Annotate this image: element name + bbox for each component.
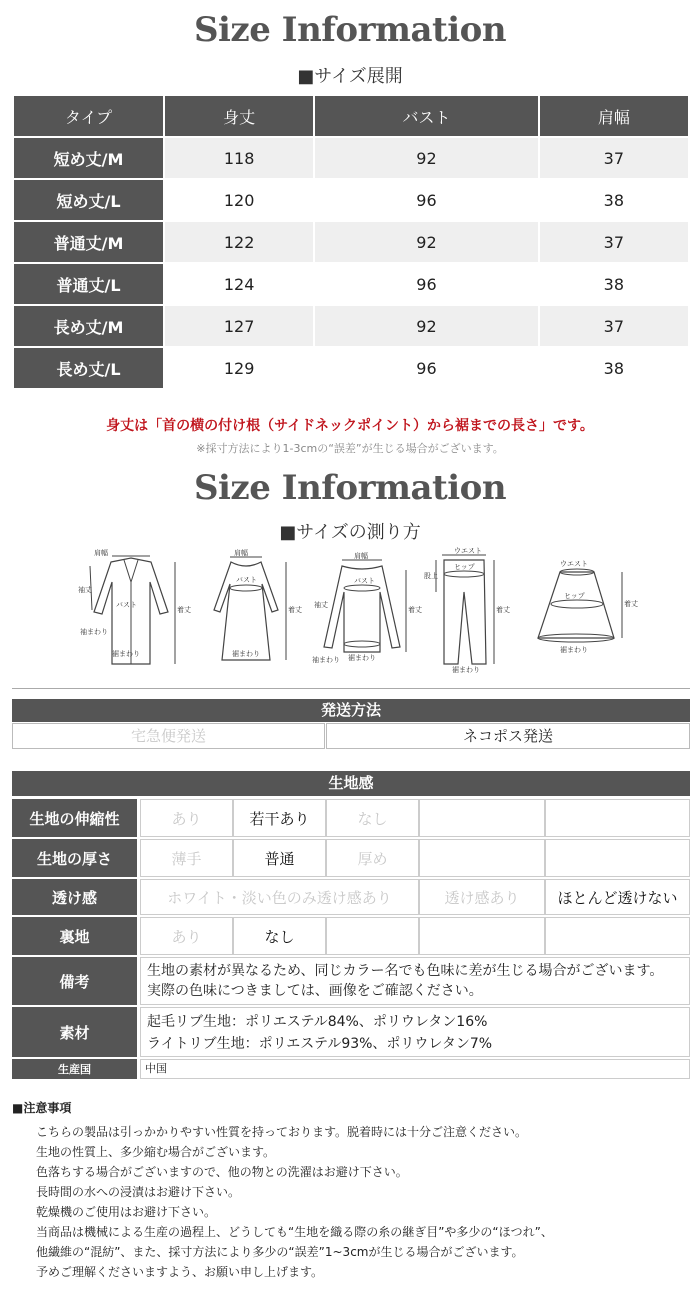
size-table-row [14, 138, 688, 178]
size-value-cell: 96 [315, 180, 537, 220]
size-value-cell: 92 [315, 222, 537, 262]
thickness-option-normal: 普通 [233, 839, 326, 877]
stretch-option-no: なし [326, 799, 419, 837]
waist-label: ウエスト [454, 547, 482, 555]
size-value-cell: 118 [165, 138, 313, 178]
care-note-line: 生地の性質上、多少縮む場合がございます。 [36, 1145, 276, 1159]
fabric-origin-label: 生産国 [12, 1059, 137, 1079]
fabric-row-material [12, 1007, 690, 1057]
section-title-size: Size Information [193, 10, 507, 50]
size-value-cell: 92 [315, 138, 537, 178]
size-value-cell: 124 [165, 264, 313, 304]
size-type-cell: 普通丈/M [14, 222, 163, 262]
sleeve-label: 袖丈 [78, 586, 92, 594]
care-note-line: 予めご理解くださいますよう、お願い申し上げます。 [36, 1265, 324, 1279]
fabric-header: 生地感 [12, 771, 690, 796]
fabric-stretch-label: 生地の伸縮性 [12, 799, 137, 837]
size-table-row [14, 306, 688, 346]
fabric-row-thickness [12, 839, 690, 877]
care-note-line: 当商品は機械による生産の過程上、どうしても“生地を織る際の糸の継ぎ目”や多少の“ほつれ”、 [36, 1225, 553, 1239]
sweater-diagram [312, 552, 422, 676]
fabric-row-sheer [12, 879, 690, 915]
size-table-row [14, 348, 688, 388]
sheer-option-light-colors: ホワイト・淡い色のみ透け感あり [140, 879, 419, 915]
bust-label: バスト [236, 576, 257, 584]
lining-option-no: なし [233, 917, 326, 955]
size-type-cell: 短め丈/M [14, 138, 163, 178]
hip-label: ヒップ [454, 563, 475, 571]
care-notes [12, 1099, 692, 1282]
material-line: ライトリブ生地：ポリエステル93%、ポリウレタン7% [147, 1036, 493, 1052]
measurement-error-note: ※採寸方法により1-3cmの“誤差”が生じる場合がございます。 [196, 442, 504, 455]
hem-label: 裾まわり [452, 666, 480, 674]
care-note-line: 乾燥機のご使用はお避け下さい。 [36, 1205, 217, 1219]
section-subtitle-how-to-measure: ■サイズの測り方 [279, 522, 421, 543]
length-label: 着丈 [624, 600, 638, 608]
size-value-cell: 38 [540, 348, 688, 388]
size-table-row [14, 264, 688, 304]
dress-diagram [196, 549, 302, 676]
fabric-sheer-label: 透け感 [12, 879, 137, 915]
empty-cell [419, 917, 545, 955]
thickness-option-thick: 厚め [326, 839, 419, 877]
size-value-cell: 120 [165, 180, 313, 220]
remarks-line: 生地の素材が異なるため、同じカラー名でも色味に差が生じる場合がございます。 [147, 963, 664, 979]
fabric-material-label: 素材 [12, 1007, 137, 1057]
length-label: 着丈 [177, 606, 191, 614]
length-label: 着丈 [408, 606, 422, 614]
length-label: 着丈 [496, 606, 510, 614]
shipping-options [12, 723, 690, 749]
hip-label: ヒップ [564, 592, 585, 600]
fabric-thickness-label: 生地の厚さ [12, 839, 137, 877]
shoulder-label: 肩幅 [354, 552, 368, 560]
size-table-row [14, 222, 688, 262]
cuff-label: 袖まわり [80, 628, 108, 636]
hem-label: 裾まわり [560, 646, 588, 654]
fabric-remarks-label: 備考 [12, 957, 137, 1005]
remarks-line: 実際の色味につきましては、画像をご確認ください。 [147, 983, 483, 999]
size-value-cell: 122 [165, 222, 313, 262]
stretch-option-yes: あり [140, 799, 233, 837]
size-value-cell: 37 [540, 138, 688, 178]
section-subtitle-size-chart: ■サイズ展開 [297, 66, 403, 87]
size-value-cell: 96 [315, 348, 537, 388]
column-header-length: 身丈 [165, 96, 313, 136]
size-type-cell: 長め丈/M [14, 306, 163, 346]
shipping-option-takkyubin: 宅急便発送 [12, 723, 325, 749]
bust-label: バスト [354, 577, 375, 585]
divider [12, 688, 690, 689]
size-value-cell: 37 [540, 222, 688, 262]
fabric-row-stretch [12, 799, 690, 837]
fabric-row-remarks [12, 957, 690, 1005]
skirt-diagram [524, 552, 636, 666]
size-type-cell: 普通丈/L [14, 264, 163, 304]
shoulder-label: 肩幅 [234, 549, 248, 557]
size-value-cell: 92 [315, 306, 537, 346]
size-table-row [14, 180, 688, 220]
stretch-option-slight: 若干あり [233, 799, 326, 837]
size-table-header-row [14, 96, 688, 136]
shipping-header: 発送方法 [12, 699, 690, 722]
pants-diagram [424, 547, 524, 680]
size-value-cell: 127 [165, 306, 313, 346]
rise-label: 股上 [424, 572, 438, 580]
hem-label: 裾まわり [232, 650, 260, 658]
material-line: 起毛リブ生地：ポリエステル84%、ポリウレタン16% [147, 1014, 488, 1030]
fabric-remarks-text [140, 957, 690, 1005]
size-value-cell: 96 [315, 264, 537, 304]
size-value-cell: 38 [540, 264, 688, 304]
fabric-material-text [140, 1007, 690, 1057]
empty-cell [326, 917, 419, 955]
column-header-shoulder: 肩幅 [540, 96, 688, 136]
size-type-cell: 長め丈/L [14, 348, 163, 388]
fabric-origin-value: 中国 [140, 1059, 690, 1079]
section-title-measure: Size Information [193, 468, 507, 508]
care-note-line: こちらの製品は引っかかりやすい性質を持っております。脱着時には十分ご注意ください。 [36, 1125, 528, 1139]
bust-label: バスト [116, 601, 137, 609]
empty-cell [419, 839, 545, 877]
measurement-diagrams [76, 547, 638, 674]
sheer-option-sheer: 透け感あり [419, 879, 545, 915]
fabric-lining-label: 裏地 [12, 917, 137, 955]
column-header-type: タイプ [14, 96, 163, 136]
hem-label: 裾まわり [112, 650, 140, 658]
length-label: 着丈 [288, 606, 302, 614]
care-notes-heading: ■注意事項 [12, 1101, 72, 1115]
empty-cell [545, 799, 690, 837]
empty-cell [419, 799, 545, 837]
sheer-option-almost-none: ほとんど透けない [545, 879, 690, 915]
empty-cell [545, 839, 690, 877]
waist-label: ウエスト [560, 560, 588, 568]
hem-label: 裾まわり [348, 654, 376, 662]
shoulder-label: 肩幅 [94, 549, 108, 557]
fabric-row-lining [12, 917, 690, 955]
care-note-line: 色落ちする場合がございますので、他の物との洗濯はお避け下さい。 [36, 1165, 408, 1179]
shipping-option-nekopos: ネコポス発送 [326, 723, 690, 749]
lining-option-yes: あり [140, 917, 233, 955]
size-type-cell: 短め丈/L [14, 180, 163, 220]
length-definition-note: 身丈は「首の横の付け根（サイドネックポイント）から裾までの長さ」です。 [106, 418, 594, 434]
cuff-label: 袖まわり [312, 656, 340, 664]
fabric-row-origin [12, 1059, 690, 1079]
care-note-line: 他繊維の“混紡”、また、採寸方法により多少の“誤差”1~3cmが生じる場合がございます。 [36, 1245, 524, 1259]
size-value-cell: 37 [540, 306, 688, 346]
sleeve-label: 袖丈 [314, 601, 328, 609]
thickness-option-thin: 薄手 [140, 839, 233, 877]
size-value-cell: 38 [540, 180, 688, 220]
care-note-line: 長時間の水への浸漬はお避け下さい。 [36, 1185, 241, 1199]
column-header-bust: バスト [315, 96, 537, 136]
size-value-cell: 129 [165, 348, 313, 388]
empty-cell [545, 917, 690, 955]
coat-diagram [76, 549, 191, 676]
size-table [12, 94, 690, 390]
